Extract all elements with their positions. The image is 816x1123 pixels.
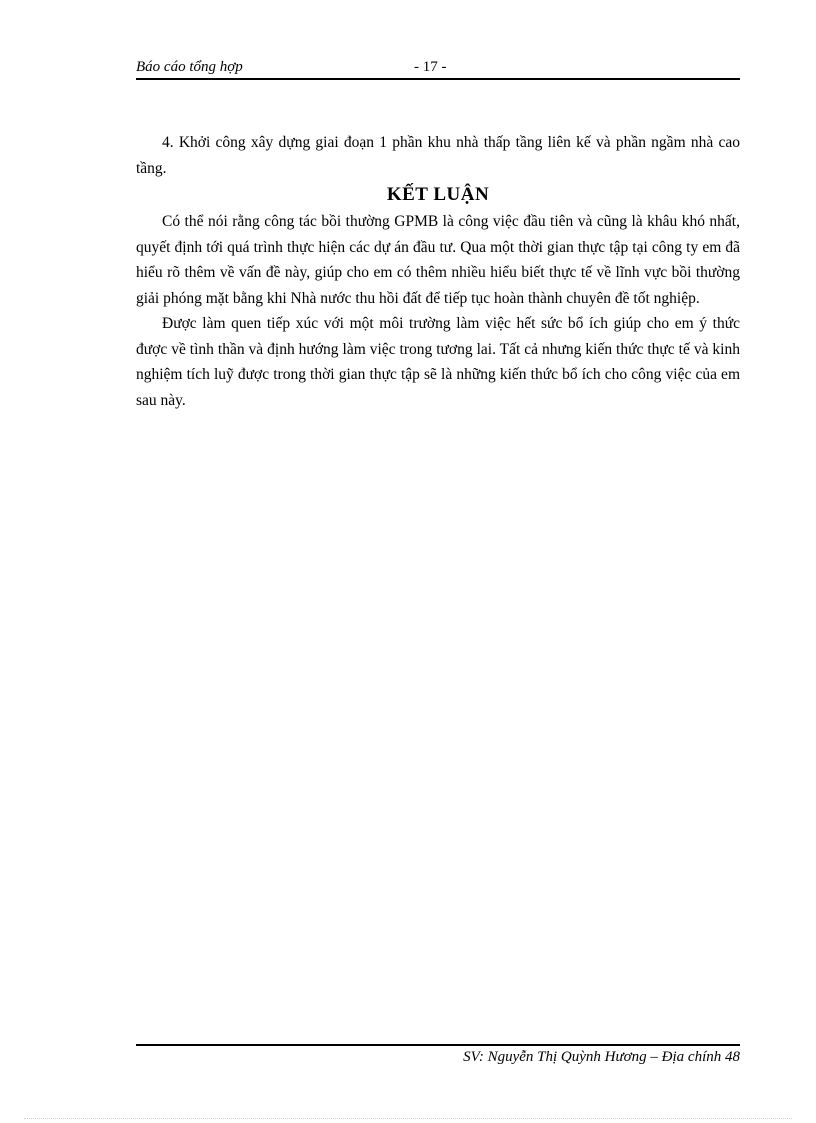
paragraph-1: Có thể nói rằng công tác bồi thường GPMB là công việc đầu tiên và cũng là khâu khó nhất, quyết định tới quá trình thực hiện các dự án đầu tư. Qua một thời gian thực tập tại công ty em đã hiểu rõ thêm về vấn đề này, giúp cho em có thêm nhiều hiểu biết thực tế về lĩnh vực bồi thường giải phóng mặt bằng khi Nhà nước thu hồi đất để tiếp tục hoàn thành chuyên đề tốt nghiệp.	[136, 213, 740, 307]
page-number: - 17 -	[414, 59, 447, 75]
author-line: SV: Nguyễn Thị Quỳnh Hương – Địa chính 48	[463, 1049, 740, 1065]
list-item-4: 4. Khởi công xây dựng giai đoạn 1 phần khu nhà thấp tầng liên kế và phần ngầm nhà cao tầng.	[136, 134, 740, 177]
paragraph-2: Được làm quen tiếp xúc với một môi trường làm việc hết sức bổ ích giúp cho em ý thức được về tình thần và định hướng làm việc trong tương lai. Tất cả nhưng kiến thức thực tế và kinh nghiệm tích luỹ được trong thời gian thực tập sẽ là những kiến thức bổ ích cho công việc của em sau này.	[136, 315, 740, 409]
page-footer	[136, 1044, 740, 1066]
report-title: Báo cáo tổng hợp	[136, 59, 243, 75]
section-heading: KẾT LUẬN	[386, 184, 490, 205]
page-edge-divider	[24, 1118, 792, 1119]
document-body	[136, 130, 740, 413]
page-header	[136, 56, 740, 80]
